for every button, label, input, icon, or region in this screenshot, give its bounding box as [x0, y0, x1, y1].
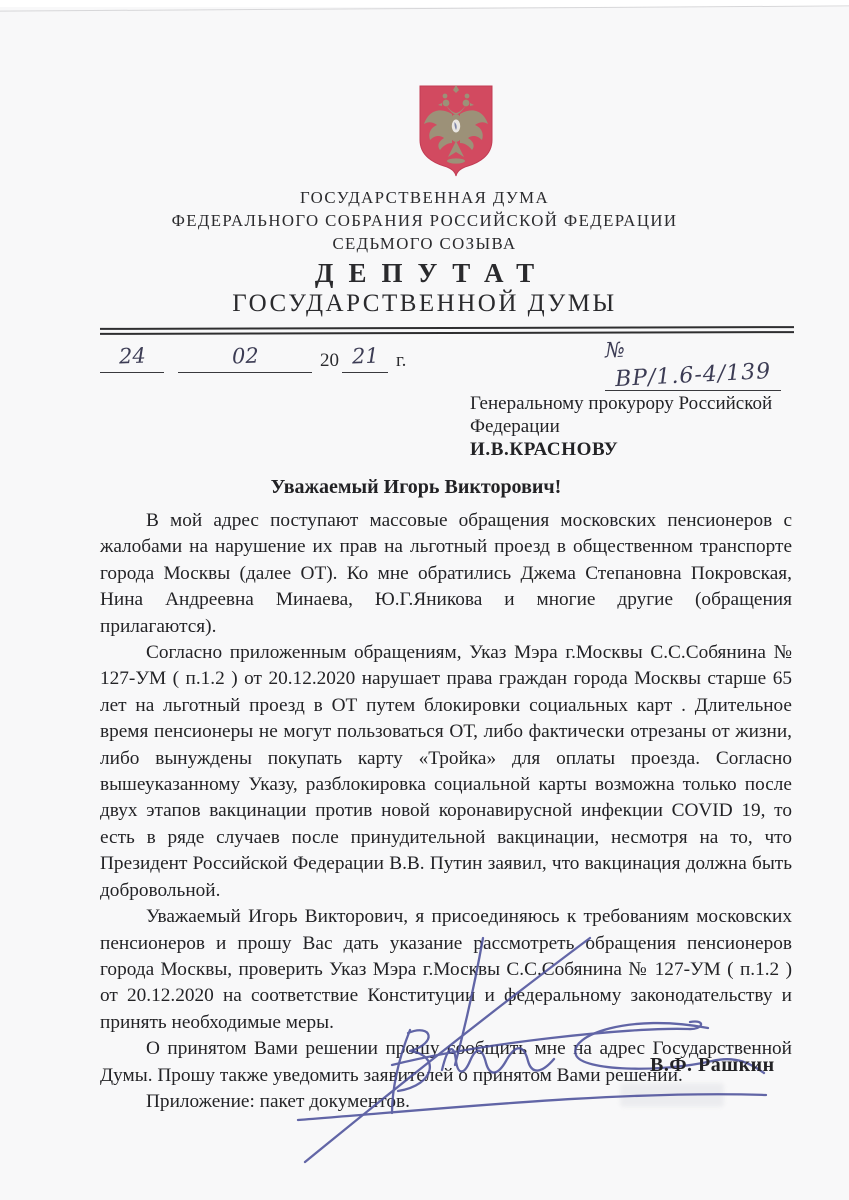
- letterhead-divider-rule: [100, 326, 794, 335]
- attachment-line: Приложение: пакет документов.: [146, 1090, 410, 1112]
- signature-scribble: [280, 925, 800, 1175]
- number-blank: [605, 358, 781, 393]
- russia-coat-of-arms-icon: [416, 84, 496, 178]
- salutation: Уважаемый Игорь Викторович!: [270, 476, 562, 498]
- date-suffix: г.: [396, 350, 407, 371]
- date-century-printed: 20: [320, 350, 339, 371]
- date-year-blank: [342, 344, 388, 373]
- number-sign: №: [604, 337, 626, 363]
- reference-row: [100, 337, 799, 393]
- date-day-value: 24: [118, 343, 146, 369]
- date-day-blank: [100, 344, 164, 373]
- paragraph-1: В мой адрес поступают массовые обращения московских пенсионеров с жалобами на нарушение их прав на льготный проезд в общественном транспорте города Москвы (далее ОТ). Ко мне обратились Джема Степановна Покровская, Нина Андреевна Минаева, Ю.Г.Яникова и многие другие (обращения прилагаются).: [100, 510, 792, 637]
- org-line-2: ФЕДЕРАЛЬНОГО СОБРАНИЯ РОССИЙСКОЙ ФЕДЕРАЦИИ: [171, 211, 678, 230]
- reference-number-group: [605, 338, 799, 391]
- addressee-name: И.В.КРАСНОВУ: [470, 439, 619, 460]
- paragraph-2: Согласно приложенным обращениям, Указ Мэра г.Москвы С.С.Собянина № 127-УМ ( п.1.2 ) от 20.12.2020 нарушает права граждан города Москвы старше 65 лет на льготный проезд в ОТ путем блокировки социальных карт . Длительное время пенсионеры не могут пользоваться ОТ, либо фактически отрезаны от жизни, либо вынуждены покупать карту «Тройка» для оплаты проезда. Согласно вышеуказанному Указу, разблокировка социальной карты возможна только после двух этапов вакцинации против новой коронавирусной инфекции COVID 19, то есть в ряде случаев после принудительной вакцинации, несмотря на то, что Президент Российской Федерации В.В. Путин заявил, что вакцинация должна быть добровольной.: [100, 642, 792, 901]
- deputy-title: ДЕПУТАТ: [314, 258, 550, 288]
- number-value: ВР/1.6-4/139: [614, 358, 772, 393]
- date-month-blank: [178, 344, 312, 373]
- letterhead-org-block: [0, 186, 849, 255]
- addressee-block: [470, 393, 800, 462]
- paragraph-3: Уважаемый Игорь Викторович, я присоединяюсь к требованиям московских пенсионеров и прошу Вас дать указание рассмотреть обращения пенсионеров города Москвы, проверить Указ Мэра г.Москвы С.С.Собянина № 127-УМ ( п.1.2 ) от 20.12.2020 на соответствие Конституции и федеральному законодательству и принять необходимые меры.: [100, 906, 792, 1033]
- org-line-3: СЕДЬМОГО СОЗЫВА: [332, 234, 517, 253]
- date-month-value: 02: [231, 343, 259, 369]
- addressee-line-1: Генеральному прокурору Российской: [470, 393, 773, 414]
- addressee-line-2: Федерации: [470, 415, 560, 437]
- org-line-1: ГОСУДАРСТВЕННАЯ ДУМА: [299, 188, 550, 207]
- date-year-value: 21: [351, 343, 379, 369]
- duma-title: ГОСУДАРСТВЕННОЙ ДУМЫ: [232, 290, 617, 317]
- signatory-name: В.Ф. Рашкин: [650, 1054, 775, 1076]
- paragraph-4: О принятом Вами решении прошу сообщить мне на адрес Государственной Думы. Прошу также уведомить заявителей о принятом Вами решении.: [100, 1038, 792, 1086]
